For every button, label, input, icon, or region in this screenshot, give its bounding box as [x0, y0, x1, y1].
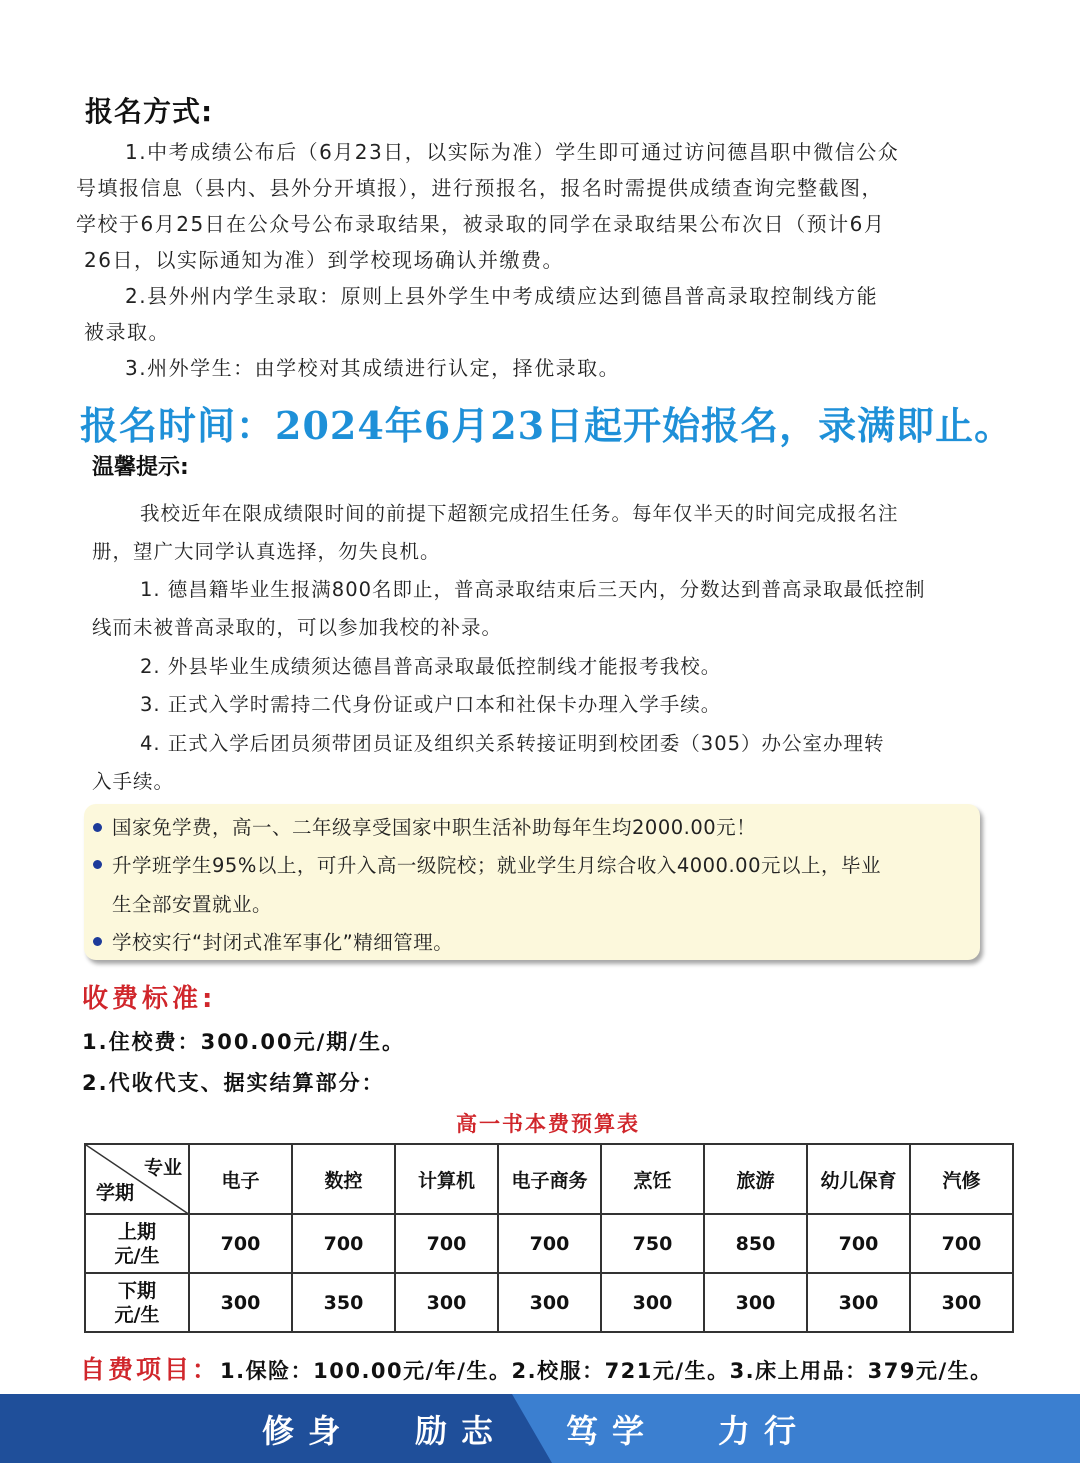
tips-heading: 温馨提示: [92, 455, 189, 480]
bullet-icon [93, 823, 102, 832]
fee-standard-heading: 收费标准: [82, 984, 217, 1014]
corner-label-term: 学期 [96, 1182, 135, 1204]
motto-word: 励志 [415, 1412, 508, 1450]
tips-line: 4. 正式入学后团员须带团员证及组织关系转接证明到校团委（305）办公室办理转 [140, 732, 885, 755]
table-row [85, 1214, 1013, 1273]
tips-line: 1. 德昌籍毕业生报满800名即止，普高录取结束后三天内，分数达到普高录取最低控制 [140, 578, 926, 601]
highlight-notice-box [84, 804, 980, 960]
table-cell: 300 [189, 1273, 292, 1332]
bullet-icon [93, 937, 102, 946]
corner-label-major: 专业 [143, 1157, 182, 1179]
footer-band [0, 1394, 1080, 1463]
column-header: 电子商务 [498, 1144, 601, 1214]
table-cell: 700 [189, 1214, 292, 1273]
table-cell: 300 [807, 1273, 910, 1332]
motto-word: 力行 [718, 1412, 811, 1450]
motto-word: 笃学 [566, 1412, 659, 1450]
signup-line: 3.州外学生：由学校对其成绩进行认定，择优录取。 [125, 356, 621, 380]
self-paid-items [80, 1350, 993, 1386]
self-paid-text: 1.保险：100.00元/年/生。2.校服：721元/生。3.床上用品：379元/生。 [220, 1359, 993, 1383]
book-fee-table [84, 1143, 1014, 1333]
signup-line: 2.县外州内学生录取：原则上县外学生中考成绩应达到德昌普高录取控制线方能 [125, 284, 879, 308]
self-paid-label: 自费项目： [80, 1355, 221, 1384]
signup-time-banner: 报名时间：2024年6月23日起开始报名，录满即止。 [80, 403, 1014, 448]
row-header [85, 1273, 189, 1332]
notice-item: 学校实行“封闭式准军事化”精细管理。 [112, 931, 454, 954]
signup-line: 1.中考成绩公布后（6月23日，以实际为准）学生即可通过访问德昌职中微信公众 [125, 140, 900, 164]
table-cell: 700 [498, 1214, 601, 1273]
table-row [85, 1273, 1013, 1332]
collected-fee-line: 2.代收代支、据实结算部分： [82, 1071, 385, 1095]
table-cell: 300 [395, 1273, 498, 1332]
column-header: 计算机 [395, 1144, 498, 1214]
column-header: 烹饪 [601, 1144, 704, 1214]
table-cell: 300 [910, 1273, 1013, 1332]
column-header: 旅游 [704, 1144, 807, 1214]
table-header-row [85, 1144, 1013, 1214]
table-corner-cell [85, 1144, 189, 1214]
bullet-icon [93, 860, 102, 869]
row-header-unit: 元/生 [114, 1244, 160, 1267]
tips-line: 我校近年在限成绩限时间的前提下超额完成招生任务。每年仅半天的时间完成报名注 [140, 502, 899, 525]
table-cell: 300 [498, 1273, 601, 1332]
signup-line: 26日，以实际通知为准）到学校现场确认并缴费。 [84, 248, 564, 272]
boarding-fee-line: 1.住校费：300.00元/期/生。 [82, 1030, 405, 1054]
notice-item: 国家免学费，高一、二年级享受国家中职生活补助每年生均2000.00元！ [112, 816, 757, 839]
column-header: 汽修 [910, 1144, 1013, 1214]
column-header: 数控 [292, 1144, 395, 1214]
table-cell: 700 [910, 1214, 1013, 1273]
row-header-term: 上期 [117, 1220, 156, 1243]
table-cell: 300 [704, 1273, 807, 1332]
tips-line: 册，望广大同学认真选择，勿失良机。 [92, 540, 441, 563]
signup-line: 号填报信息（县内、县外分开填报），进行预报名，报名时需提供成绩查询完整截图， [76, 176, 883, 200]
table-cell: 350 [292, 1273, 395, 1332]
tips-line: 入手续。 [92, 770, 175, 793]
signup-line: 被录取。 [84, 320, 170, 344]
motto-word: 修身 [262, 1412, 355, 1450]
notice-item: 升学班学生95%以上，可升入高一级院校；就业学生月综合收入4000.00元以上，毕业 [112, 854, 881, 877]
table-cell: 700 [807, 1214, 910, 1273]
column-header: 幼儿保育 [807, 1144, 910, 1214]
column-header: 电子 [189, 1144, 292, 1214]
table-cell: 300 [601, 1273, 704, 1332]
tips-line: 2. 外县毕业生成绩须达德昌普高录取最低控制线才能报考我校。 [140, 655, 722, 678]
tips-line: 3. 正式入学时需持二代身份证或户口本和社保卡办理入学手续。 [140, 693, 722, 716]
row-header [85, 1214, 189, 1273]
notice-item-continued: 生全部安置就业。 [112, 893, 273, 916]
tips-line: 线而未被普高录取的，可以参加我校的补录。 [92, 616, 503, 639]
signup-line: 学校于6月25日在公众号公布录取结果，被录取的同学在录取结果公布次日（预计6月 [76, 212, 886, 236]
row-header-unit: 元/生 [114, 1303, 160, 1326]
table-cell: 700 [395, 1214, 498, 1273]
table-cell: 750 [601, 1214, 704, 1273]
table-cell: 850 [704, 1214, 807, 1273]
row-header-term: 下期 [117, 1279, 156, 1302]
signup-heading: 报名方式: [85, 95, 214, 128]
book-table-title: 高一书本费预算表 [456, 1112, 640, 1136]
table-cell: 700 [292, 1214, 395, 1273]
